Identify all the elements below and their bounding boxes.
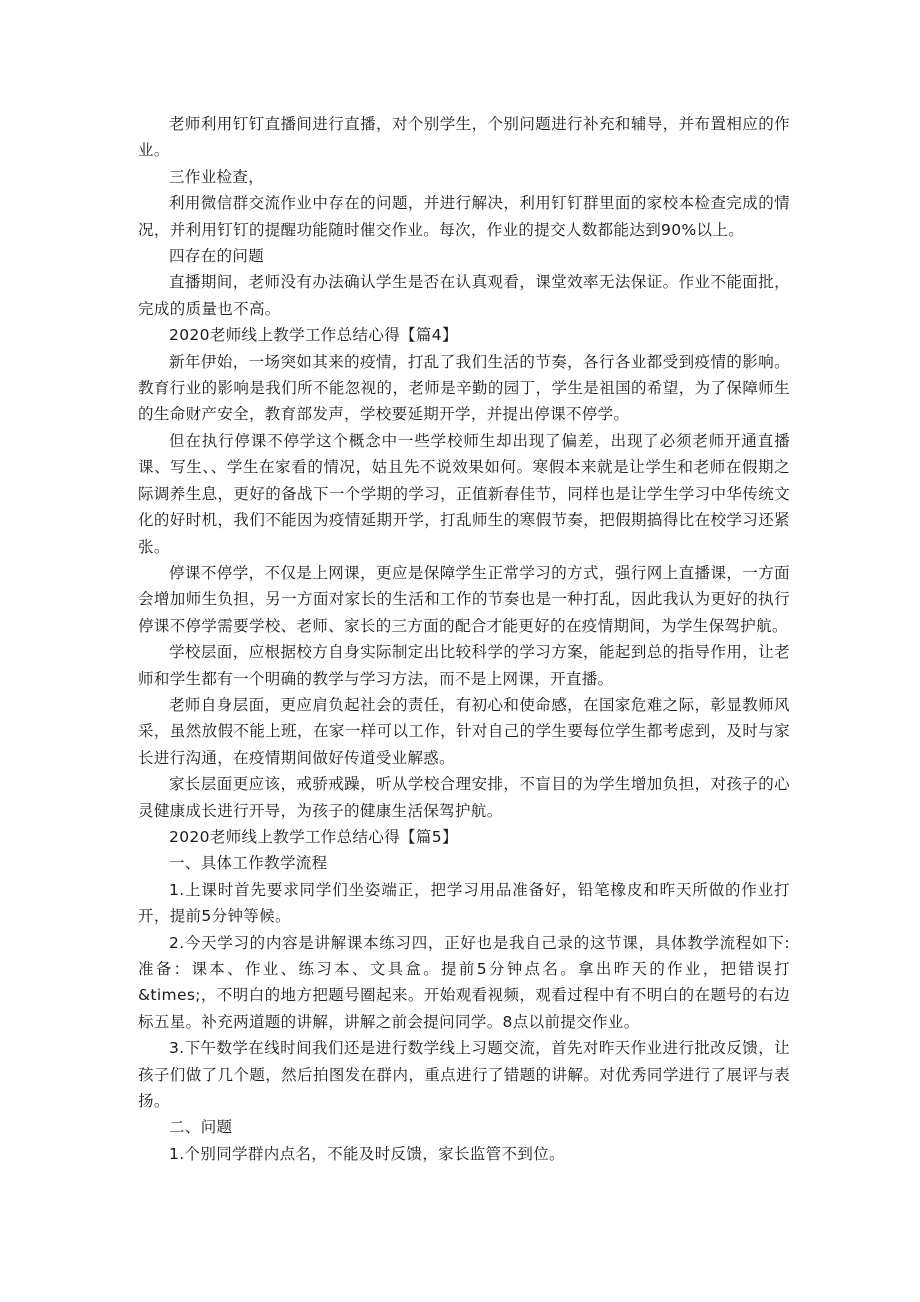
paragraph: 利用微信群交流作业中存在的问题，并进行解决，利用钉钉群里面的家校本检查完成的情况，并利用钉钉的提醒功能随时催交作业。每次，作业的提交人数都能达到90%以上。 [138, 194, 790, 239]
paragraph: 停课不停学，不仅是上网课，更应是保障学生正常学习的方式，强行网上直播课，一方面会增加师生负担，另一方面对家长的生活和工作的节奏也是一种打乱，因此我认为更好的执行停课不停学需要学校、老师、家长的三方面的配合才能更好的在疫情期间，为学生保驾护航。 [138, 563, 790, 635]
paragraph: 老师自身层面，更应肩负起社会的责任，有初心和使命感，在国家危难之际，彰显教师风采，虽然放假不能上班，在家一样可以工作，针对自己的学生要每位学生都考虑到，及时与家长进行沟通，在疫情期间做好传道受业解惑。 [138, 695, 790, 767]
paragraph: 但在执行停课不停学这个概念中一些学校师生却出现了偏差，出现了必须老师开通直播课、写生、、学生在家看的情况，姑且先不说效果如何。寒假本来就是让学生和老师在假期之际调养生息，更好的备战下一个学期的学习，正值新春佳节，同样也是让学生学习中华传统文化的好时机，我们不能因为疫情延期开学，打乱师生的寒假节奏，把假期搞得比在校学习还紧张。 [138, 431, 790, 556]
section-heading: 一、具体工作教学流程 [169, 854, 328, 873]
paragraph: 直播期间，老师没有办法确认学生是否在认真观看，课堂效率无法保证。作业不能面批，完成的质量也不高。 [138, 273, 790, 318]
document-body [138, 111, 790, 1167]
paragraph: 家长层面更应该，戒骄戒躁，听从学校合理安排，不盲目的为学生增加负担，对孩子的心灵健康成长进行开导，为孩子的健康生活保驾护航。 [138, 775, 790, 820]
section-heading: 二、问题 [169, 1118, 233, 1137]
article-title: 2020老师线上教学工作总结心得【篇5】 [169, 827, 458, 846]
section-heading: 四存在的问题 [169, 247, 265, 266]
article-title: 2020老师线上教学工作总结心得【篇4】 [169, 326, 458, 345]
list-item: 1.上课时首先要求同学们坐姿端正，把学习用品准备好，铅笔橡皮和昨天所做的作业打开，提前5分钟等候。 [138, 880, 790, 926]
paragraph: 老师利用钉钉直播间进行直播，对个别学生，个别问题进行补充和辅导，并布置相应的作业。 [138, 115, 790, 160]
list-item: 2.今天学习的内容是讲解课本练习四，正好也是我自己录的这节课，具体教学流程如下:准备：课本、作业、练习本、文具盒。提前5分钟点名。拿出昨天的作业，把错误打&times;，不明白的地方把题号圈起来。开始观看视频，观看过程中有不明白的在题号的右边标五星。补充两道题的讲解，讲解之前会提问同学。8点以前提交作业。 [138, 933, 790, 1031]
paragraph: 学校层面，应根据校方自身实际制定出比较科学的学习方案，能起到总的指导作用，让老师和学生都有一个明确的教学与学习方法，而不是上网课，开直播。 [138, 643, 790, 688]
list-item: 1.个别同学群内点名，不能及时反馈，家长监管不到位。 [169, 1144, 565, 1163]
section-heading: 三作业检查， [169, 167, 265, 186]
paragraph: 新年伊始，一场突如其来的疫情，打乱了我们生活的节奏，各行各业都受到疫情的影响。教育行业的影响是我们所不能忽视的，老师是辛勤的园丁，学生是祖国的希望，为了保障师生的生命财产安全，教育部发声，学校要延期开学，并提出停课不停学。 [138, 352, 790, 424]
list-item: 3.下午数学在线时间我们还是进行数学线上习题交流，首先对昨天作业进行批改反馈，让孩子们做了几个题，然后拍图发在群内，重点进行了错题的讲解。对优秀同学进行了展评与表扬。 [138, 1039, 790, 1111]
